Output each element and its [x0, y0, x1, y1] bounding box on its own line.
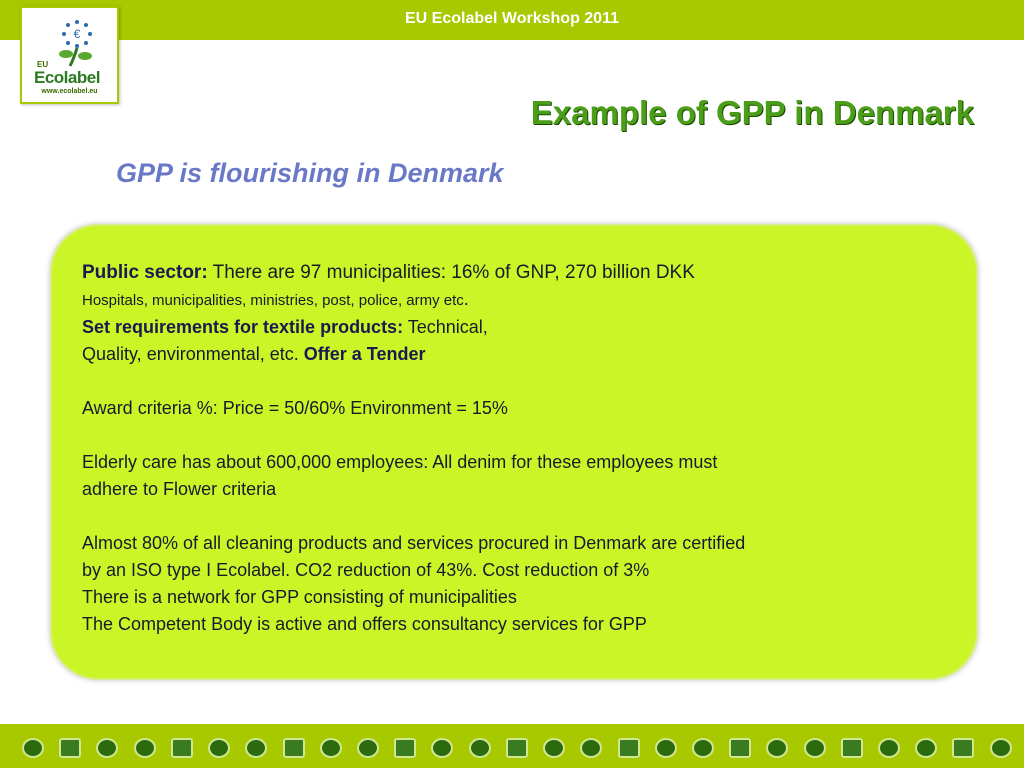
product-icon	[431, 738, 453, 758]
cleaning-products-line: Almost 80% of all cleaning products and services procured in Denmark are certified	[82, 533, 746, 553]
product-icon	[580, 738, 602, 758]
logo-url: www.ecolabel.eu	[41, 88, 98, 95]
product-icon	[245, 738, 267, 758]
product-icon	[134, 738, 156, 758]
product-icon	[469, 738, 491, 758]
institutions-dot: .	[463, 289, 469, 309]
product-icon	[729, 738, 751, 758]
product-icon	[841, 738, 863, 758]
product-icon	[990, 738, 1012, 758]
content-panel	[50, 224, 978, 680]
header-title: EU Ecolabel Workshop 2011	[404, 10, 619, 27]
public-sector-text: There are 97 municipalities: 16% of GNP, 270 billion DKK	[207, 262, 695, 283]
product-icon	[766, 738, 788, 758]
public-sector-line	[82, 259, 946, 286]
quality-line	[82, 341, 946, 368]
tender-label: Offer a Tender	[303, 344, 426, 364]
textile-text: Technical,	[403, 317, 488, 337]
award-criteria-line: Award criteria %: Price = 50/60% Environment = 15%	[82, 398, 508, 418]
slide-subtitle: GPP is flourishing in Denmark	[116, 158, 504, 188]
product-icon	[804, 738, 826, 758]
gpp-network-line: There is a network for GPP consisting of municipalities	[82, 587, 517, 607]
header-bar	[0, 0, 1024, 40]
institutions-line	[82, 286, 946, 314]
product-icon	[692, 738, 714, 758]
iso-ecolabel-line: by an ISO type I Ecolabel. CO2 reduction of 43%. Cost reduction of 3%	[82, 560, 650, 580]
product-icon	[208, 738, 230, 758]
footer-product-icons	[22, 737, 1012, 759]
product-icon	[618, 738, 640, 758]
competent-body-line: The Competent Body is active and offers consultancy services for GPP	[82, 614, 647, 634]
product-icon	[96, 738, 118, 758]
product-icon	[878, 738, 900, 758]
panel-text	[82, 259, 946, 638]
product-icon	[59, 738, 81, 758]
flower-criteria-line: adhere to Flower criteria	[82, 479, 277, 499]
svg-text:€: €	[73, 27, 81, 41]
slide-title: Example of GPP in Denmark	[530, 94, 974, 131]
logo-eu-text: EU	[37, 60, 49, 69]
eu-ecolabel-logo	[20, 6, 119, 104]
logo-wordmark: Ecolabel	[34, 68, 100, 87]
textile-line	[82, 314, 946, 341]
product-icon	[543, 738, 565, 758]
product-icon	[283, 738, 305, 758]
textile-label: Set requirements for textile products:	[82, 317, 404, 337]
institutions-text: Hospitals, municipalities, ministries, post, police, army etc	[82, 292, 464, 309]
product-icon	[357, 738, 379, 758]
product-icon	[171, 738, 193, 758]
elderly-care-line: Elderly care has about 600,000 employees: All denim for these employees must	[82, 452, 718, 472]
product-icon	[915, 738, 937, 758]
product-icon	[22, 738, 44, 758]
product-icon	[394, 738, 416, 758]
product-icon	[320, 738, 342, 758]
public-sector-label: Public sector:	[82, 262, 208, 283]
product-icon	[655, 738, 677, 758]
product-icon	[506, 738, 528, 758]
product-icon	[952, 738, 974, 758]
quality-text: Quality, environmental, etc.	[82, 344, 304, 364]
